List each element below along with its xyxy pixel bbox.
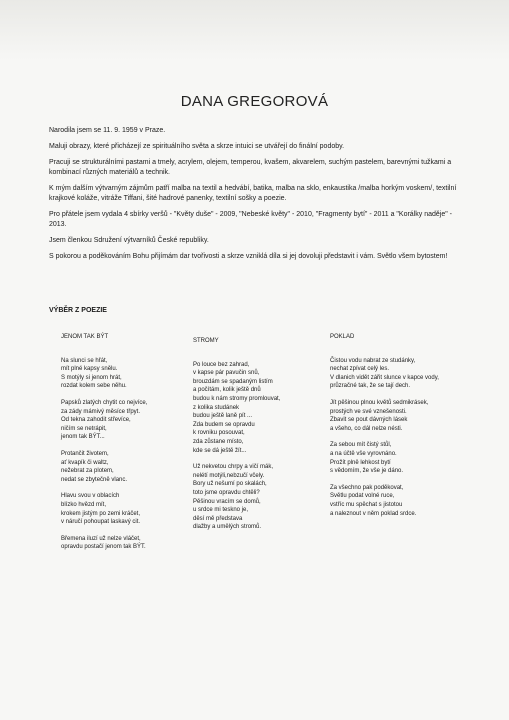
poem-line: Zbavit se pout dávných lásek (330, 417, 408, 424)
poem-line: a všeho, co dál nelze nésti. (330, 425, 403, 432)
poem-line: Po louce bez zahrad, (193, 361, 250, 368)
poem-title: POKLAD (330, 334, 355, 340)
poem-line: vstříc mu spěchat s jistotou (330, 501, 403, 508)
poem-stanza (193, 463, 333, 532)
poem-line: Čistou vodu nabrat ze studánky, (330, 357, 416, 364)
poem-line: Prožít plně lehkost bytí (330, 459, 391, 466)
poem-stanza (61, 492, 201, 526)
poem-line: Protančit životem, (61, 450, 109, 457)
poem-column (61, 333, 201, 560)
poem-line: a naleznout v něm poklad srdce. (330, 510, 417, 517)
poem-line: budou ještě laně pít ... (193, 413, 253, 420)
poem-stanza (61, 399, 201, 442)
poem-line: mít plné kapsy snělu. (61, 366, 118, 373)
poem-line: zda zůstane místo, (193, 438, 244, 445)
poem-line: u srdce mi teskno je, (193, 507, 249, 514)
poem-line: prostých ve své vznešenosti. (330, 408, 407, 415)
poem-line: Papsků zlatých chytit co nejvíce, (61, 399, 148, 406)
intro-paragraph: Narodila jsem se 11. 9. 1959 v Praze. (49, 127, 166, 134)
scan-shadow (0, 0, 509, 60)
poem-line: a počítám, kolik ještě dnů (193, 387, 261, 394)
poem-column (193, 337, 333, 540)
poem-line: blízko hvězd mít, (61, 501, 107, 508)
poem-line: Na slunci se hřát, (61, 357, 108, 364)
page-title: DANA GREGOROVÁ (180, 93, 329, 110)
poem-line: k rovniku posouvat, (193, 430, 245, 437)
poem-stanza (193, 361, 333, 456)
poem-line: jenom tak BÝT... (61, 434, 105, 441)
poem-line: nechat zpívat celý les. (330, 366, 390, 373)
poem-line: s vědomím, že vše je dáno. (330, 468, 404, 475)
poem-line: Za sebou mít čistý stůl, (330, 442, 392, 449)
poem-line: ničím se netrápit, (61, 425, 107, 432)
poem-column (330, 333, 480, 526)
poem-line: za zády mámivý měsíce třpyt. (61, 408, 141, 415)
poem-line: nežebrat za plotem, (61, 468, 114, 475)
poem-line: S motýly si jenom hrát, (61, 374, 122, 381)
poem-stanza (61, 357, 201, 391)
poem-line: krokem jistým po zemi kráčet, (61, 510, 141, 517)
poem-line: dlažby a umělých stromů. (193, 524, 262, 531)
poem-line: toto jsme opravdu chtěli? (193, 489, 260, 496)
poem-line: Za všechno pak poděkovat, (330, 484, 404, 491)
intro-paragraph: K mým dalším výtvarným zájmům patří malba na textil a hedvábí, batika, malba na sklo, enkaustika /malba horkým voskem/, textilní krajkové koláže, vitráže Tiffani, šité hadrové panenky, textilní sošky a poezie. (49, 185, 457, 202)
poem-line: v náručí pohoupat laskavý cit. (61, 519, 141, 526)
intro-text (49, 126, 469, 268)
poem-stanza (330, 441, 480, 475)
poem-line: nedat se zbytečně vlanc. (61, 476, 128, 483)
poem-line: Pěšinou vracím se domů, (193, 498, 261, 505)
poem-title: STROMY (193, 338, 219, 344)
intro-paragraph: Pro přátele jsem vydala 4 sbírky veršů - "Květy duše" - 2009, "Nebeské květy" - 2010, "Fragmenty bytí" - 2011 a "Korálky naděje" - 2013. (49, 211, 452, 228)
poem-line: Hlavu svou v oblacích (61, 493, 120, 500)
poem-line: nelétí motýli,nebzučí včely. (193, 472, 265, 479)
poetry-section-title: VÝBĚR Z POEZIE (49, 307, 107, 314)
poem-line: V dlanich vidět zářit slunce v kapce vody, (330, 374, 439, 381)
poem-line: Světlu podat volné ruce, (330, 493, 395, 500)
intro-paragraph: Maluji obrazy, které přicházejí ze spirituálního světa a skrze intuici se utvářejí do finální podoby. (49, 143, 345, 150)
intro-paragraph: S pokorou a poděkováním Bohu přijímám dar tvořivosti a skrze vzniklá díla si jej dovoluji představit i vám. Světlo všem bytostem! (49, 253, 448, 260)
poem-line: opravdu postačí jenom tak BÝT. (61, 544, 146, 551)
intro-paragraph: Pracuji se strukturálními pastami a tmely, acrylem, olejem, temperou, kvašem, akvarelem, suchým pastelem, barevnými tužkami a kombinací různých materiálů a technik. (49, 159, 452, 176)
poem-line: ať kvapík či waltz, (61, 459, 109, 466)
poem-line: Jít pěšinou plnou květů sedmikrásek, (330, 399, 429, 406)
poem-line: brouzdám se spadaným listím (193, 378, 273, 385)
poem-line: Od tekna zahodit střevíce, (61, 417, 131, 424)
poem-line: Zda budem se opravdu (193, 421, 255, 428)
poem-title: JENOM TAK BÝT (61, 334, 109, 340)
poem-line: Bory už nešumí po skalách, (193, 481, 267, 488)
poem-stanza (330, 399, 480, 433)
poem-line: Břemena iluzí už nelze vláčet, (61, 535, 141, 542)
poem-line: budou k nám stromy promlouvat, (193, 395, 281, 402)
poem-line: v kapse pár pavučin snů, (193, 370, 260, 377)
poem-line: průzračné tak, že se tají dech. (330, 383, 411, 390)
poem-line: kde se dá ještě žít... (193, 447, 247, 454)
poem-stanza (61, 535, 201, 552)
poem-stanza (330, 484, 480, 518)
poem-line: děsí mě představa (193, 515, 243, 522)
poem-line: z kolika studánek (193, 404, 240, 411)
poem-stanza (330, 357, 480, 391)
poem-line: rozdat kolem sebe něhu. (61, 383, 127, 390)
poem-stanza (61, 450, 201, 484)
intro-paragraph: Jsem členkou Sdružení výtvarníků České republiky. (49, 237, 209, 244)
poem-line: Už nekvetou chrpy a vičí mák, (193, 464, 274, 471)
poem-line: a na účtě vše vyrovnáno. (330, 450, 397, 457)
